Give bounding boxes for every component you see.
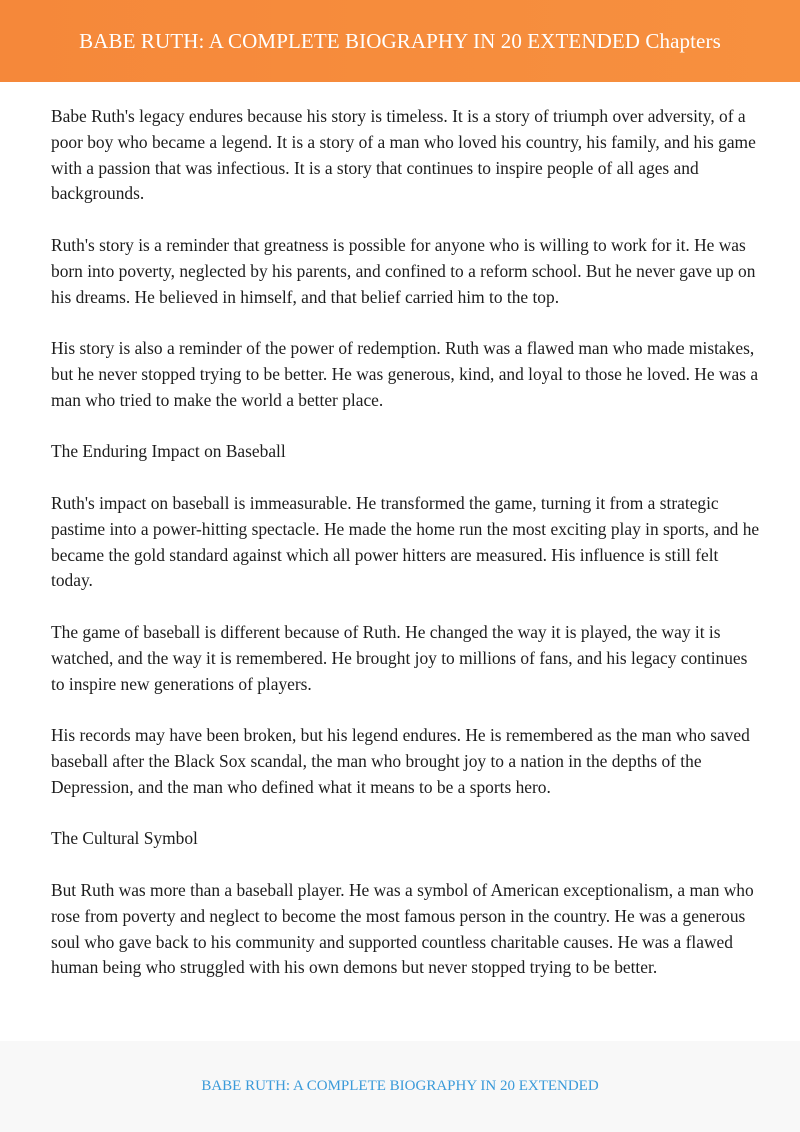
body-paragraph: But Ruth was more than a baseball player. He was a symbol of American exceptionalism, a man who rose from poverty and neglect to become the most famous person in the country. He was a generous soul who gave back to his community and supported countless charitable causes. He was a flawed human being who struggled with his own demons but never stopped trying to be better. (51, 879, 754, 978)
page-content (51, 104, 761, 1007)
page-header (0, 0, 800, 82)
body-paragraph: His story is also a reminder of the power of redemption. Ruth was a flawed man who made mistakes, but he never stopped trying to be better. He was generous, kind, and loyal to those he loved. He was a man who tried to make the world a better place. (51, 338, 759, 410)
body-paragraph: The game of baseball is different because of Ruth. He changed the way it is played, the way it is watched, and the way it is remembered. He brought joy to millions of fans, and his legacy continues to inspire new generations of players. (51, 621, 748, 694)
body-paragraph: Babe Ruth's legacy endures because his story is timeless. It is a story of triumph over adversity, of a poor boy who became a legend. It is a story of a man who loved his country, his family, and his game with a passion that was infectious. It is a story that continues to inspire people of all ages and backgrounds. (51, 106, 756, 204)
footer-title-link[interactable]: BABE RUTH: A COMPLETE BIOGRAPHY IN 20 EXTENDED (201, 1078, 599, 1094)
body-paragraph: Ruth's impact on baseball is immeasurable. He transformed the game, turning it from a strategic pastime into a power-hitting spectacle. He made the home run the most exciting play in sports, and he became the gold standard against which all power hitters are measured. His influence is still felt today. (51, 492, 760, 591)
section-heading-cultural-symbol: The Cultural Symbol (51, 828, 198, 849)
header-title: BABE RUTH: A COMPLETE BIOGRAPHY IN 20 EXTENDED Chapters (79, 28, 721, 53)
page-footer (0, 1041, 800, 1132)
section-heading-enduring-impact: The Enduring Impact on Baseball (51, 441, 286, 462)
body-paragraph: His records may have been broken, but his legend endures. He is remembered as the man who saved baseball after the Black Sox scandal, the man who brought joy to a nation in the depths of the Depression, and the man who defined what it means to be a sports hero. (51, 725, 750, 797)
body-paragraph: Ruth's story is a reminder that greatness is possible for anyone who is willing to work for it. He was born into poverty, neglected by his parents, and confined to a reform school. But he never gave up on his dreams. He believed in himself, and that belief carried him to the top. (51, 234, 756, 307)
